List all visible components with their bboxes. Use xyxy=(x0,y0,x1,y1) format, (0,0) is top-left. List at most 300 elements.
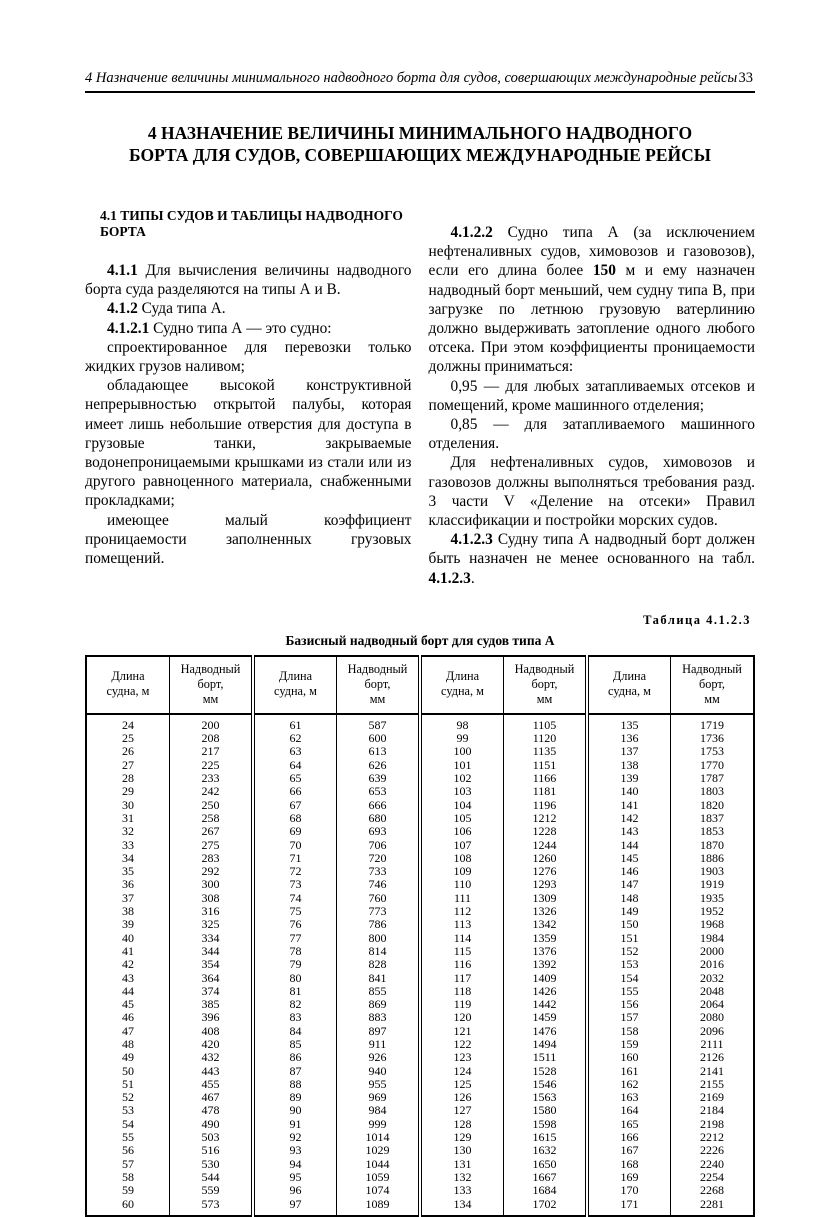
cell-freeboard: 1244 xyxy=(504,839,588,852)
cell-freeboard: 334 xyxy=(170,932,254,945)
cell-freeboard: 258 xyxy=(170,812,254,825)
column-header-freeboard: Надводный борт, мм xyxy=(337,656,421,714)
cell-ship-length: 125 xyxy=(420,1078,504,1091)
paragraph: 4.1.2 Суда типа А. xyxy=(107,300,226,318)
cell-ship-length: 41 xyxy=(122,943,134,958)
cell-ship-length: 137 xyxy=(587,745,671,758)
table-row xyxy=(86,958,754,971)
cell-freeboard: 1326 xyxy=(504,905,588,918)
cell-freeboard: 2240 xyxy=(671,1158,755,1171)
table-row xyxy=(86,1158,754,1171)
table-row xyxy=(86,878,754,891)
table-row xyxy=(86,985,754,998)
cell-ship-length: 27 xyxy=(122,757,134,772)
cell-ship-length: 28 xyxy=(122,771,134,786)
cell-freeboard: 1984 xyxy=(671,932,755,945)
cell-freeboard: 516 xyxy=(170,1144,254,1157)
cell-ship-length: 33 xyxy=(122,837,134,852)
column-header-length: Длина судна, м xyxy=(253,656,337,714)
cell-freeboard: 1546 xyxy=(504,1078,588,1091)
cell-ship-length: 75 xyxy=(253,905,337,918)
table-row xyxy=(86,1065,754,1078)
cell-freeboard: 344 xyxy=(170,945,254,958)
cell-ship-length: 39 xyxy=(122,917,134,932)
cell-ship-length: 63 xyxy=(253,745,337,758)
cell-freeboard: 706 xyxy=(337,839,421,852)
cell-freeboard: 2096 xyxy=(671,1025,755,1038)
cell-freeboard: 587 xyxy=(337,714,421,732)
cell-freeboard: 680 xyxy=(337,812,421,825)
cell-freeboard: 2126 xyxy=(671,1051,755,1064)
table-row xyxy=(86,998,754,1011)
cell-ship-length: 57 xyxy=(122,1156,134,1171)
cell-freeboard: 955 xyxy=(337,1078,421,1091)
cell-freeboard: 1736 xyxy=(671,732,755,745)
table-row xyxy=(86,1078,754,1091)
cell-freeboard: 693 xyxy=(337,825,421,838)
cell-freeboard: 467 xyxy=(170,1091,254,1104)
cell-ship-length: 30 xyxy=(122,797,134,812)
cell-ship-length: 100 xyxy=(420,745,504,758)
cell-freeboard: 1494 xyxy=(504,1038,588,1051)
table-row xyxy=(86,905,754,918)
cell-freeboard: 1409 xyxy=(504,972,588,985)
cell-ship-length: 122 xyxy=(420,1038,504,1051)
cell-ship-length: 136 xyxy=(587,732,671,745)
page-number: 33 xyxy=(738,70,753,86)
cell-freeboard: 999 xyxy=(337,1118,421,1131)
cell-freeboard: 364 xyxy=(170,972,254,985)
cell-ship-length: 159 xyxy=(587,1038,671,1051)
cell-ship-length: 171 xyxy=(587,1198,671,1216)
cell-ship-length: 72 xyxy=(253,865,337,878)
cell-freeboard: 600 xyxy=(337,732,421,745)
cell-ship-length: 59 xyxy=(122,1183,134,1198)
cell-ship-length: 50 xyxy=(122,1063,134,1078)
cell-ship-length: 154 xyxy=(587,972,671,985)
cell-ship-length: 165 xyxy=(587,1118,671,1131)
table-block xyxy=(85,613,755,1217)
cell-ship-length: 131 xyxy=(420,1158,504,1171)
table-row xyxy=(86,1118,754,1131)
cell-freeboard: 443 xyxy=(170,1065,254,1078)
cell-freeboard: 911 xyxy=(337,1038,421,1051)
cell-freeboard: 544 xyxy=(170,1171,254,1184)
cell-ship-length: 68 xyxy=(253,812,337,825)
cell-freeboard: 530 xyxy=(170,1158,254,1171)
cell-ship-length: 170 xyxy=(587,1184,671,1197)
cell-ship-length: 86 xyxy=(253,1051,337,1064)
cell-ship-length: 77 xyxy=(253,932,337,945)
table-row xyxy=(86,759,754,772)
chapter-title-line2: БОРТА ДЛЯ СУДОВ, СОВЕРШАЮЩИХ МЕЖДУНАРОДНЫЕ РЕЙСЫ xyxy=(129,145,711,165)
cell-freeboard: 1029 xyxy=(337,1144,421,1157)
table-row xyxy=(86,1038,754,1051)
cell-freeboard: 325 xyxy=(170,918,254,931)
cell-freeboard: 800 xyxy=(337,932,421,945)
cell-ship-length: 118 xyxy=(420,985,504,998)
cell-freeboard: 267 xyxy=(170,825,254,838)
cell-freeboard: 316 xyxy=(170,905,254,918)
paragraph: 0,85 — для затапливаемого машинного отделения. xyxy=(428,416,755,453)
cell-freeboard: 2032 xyxy=(671,972,755,985)
cell-freeboard: 374 xyxy=(170,985,254,998)
cell-ship-length: 71 xyxy=(253,852,337,865)
cell-freeboard: 2268 xyxy=(671,1184,755,1197)
cell-ship-length: 38 xyxy=(122,904,134,919)
cell-freeboard: 1968 xyxy=(671,918,755,931)
cell-ship-length: 44 xyxy=(122,983,134,998)
cell-ship-length: 40 xyxy=(122,930,134,945)
cell-ship-length: 61 xyxy=(253,714,337,732)
cell-ship-length: 101 xyxy=(420,759,504,772)
cell-ship-length: 124 xyxy=(420,1065,504,1078)
cell-freeboard: 1044 xyxy=(337,1158,421,1171)
table-row xyxy=(86,892,754,905)
cell-ship-length: 79 xyxy=(253,958,337,971)
cell-freeboard: 208 xyxy=(170,732,254,745)
cell-freeboard: 720 xyxy=(337,852,421,865)
cell-ship-length: 112 xyxy=(420,905,504,918)
cell-ship-length: 48 xyxy=(122,1036,134,1051)
cell-freeboard: 420 xyxy=(170,1038,254,1051)
right-column xyxy=(429,206,756,588)
cell-freeboard: 639 xyxy=(337,772,421,785)
cell-freeboard: 2155 xyxy=(671,1078,755,1091)
chapter-title-line1: 4 НАЗНАЧЕНИЕ ВЕЛИЧИНЫ МИНИМАЛЬНОГО НАДВОДНОГО xyxy=(147,123,693,143)
cell-ship-length: 90 xyxy=(253,1104,337,1117)
cell-freeboard: 1837 xyxy=(671,812,755,825)
cell-freeboard: 200 xyxy=(170,714,254,732)
table-row xyxy=(86,1104,754,1117)
cell-freeboard: 1511 xyxy=(504,1051,588,1064)
cell-ship-length: 84 xyxy=(253,1025,337,1038)
cell-ship-length: 42 xyxy=(122,957,134,972)
paragraph: 4.1.2.1 Судно типа А — это судно: xyxy=(107,319,332,337)
cell-ship-length: 69 xyxy=(253,825,337,838)
cell-ship-length: 120 xyxy=(420,1011,504,1024)
cell-ship-length: 102 xyxy=(420,772,504,785)
cell-ship-length: 114 xyxy=(420,932,504,945)
cell-freeboard: 1528 xyxy=(504,1065,588,1078)
table-row xyxy=(86,1171,754,1184)
cell-freeboard: 814 xyxy=(337,945,421,958)
running-header-title: 4 Назначение величины минимального надводного борта для судов, совершающих международные рейсы xyxy=(85,70,738,86)
cell-freeboard: 613 xyxy=(337,745,421,758)
cell-freeboard: 2226 xyxy=(671,1144,755,1157)
table-title: Базисный надводный борт для судов типа А xyxy=(285,632,555,648)
cell-freeboard: 1376 xyxy=(504,945,588,958)
cell-freeboard: 408 xyxy=(170,1025,254,1038)
cell-freeboard: 1260 xyxy=(504,852,588,865)
cell-freeboard: 1476 xyxy=(504,1025,588,1038)
cell-freeboard: 1166 xyxy=(504,772,588,785)
paragraph: 4.1.2.2 Судно типа А (за исключением нефтеналивных судов, химовозов и газовозов), если его длина более 150 м и ему назначен надводный борт меньший, чем судну типа В, при загрузке по летнюю грузовую ватерлинию должно выдерживать затопление одного любого отсека. При этом коэффициенты проницаемости должны приниматься: xyxy=(428,224,755,376)
cell-freeboard: 1719 xyxy=(671,714,755,732)
cell-freeboard: 1228 xyxy=(504,825,588,838)
paragraph: 4.1.2.3 Судну типа А надводный борт должен быть назначен не менее основанного на табл. 4.1.2.3. xyxy=(428,531,755,587)
cell-ship-length: 147 xyxy=(587,878,671,891)
cell-ship-length: 52 xyxy=(122,1090,134,1105)
cell-ship-length: 91 xyxy=(253,1118,337,1131)
cell-ship-length: 98 xyxy=(420,714,504,732)
cell-freeboard: 225 xyxy=(170,759,254,772)
freeboard-table xyxy=(85,655,755,1217)
cell-freeboard: 733 xyxy=(337,865,421,878)
cell-freeboard: 217 xyxy=(170,745,254,758)
cell-ship-length: 129 xyxy=(420,1131,504,1144)
cell-ship-length: 94 xyxy=(253,1158,337,1171)
cell-freeboard: 926 xyxy=(337,1051,421,1064)
cell-ship-length: 81 xyxy=(253,985,337,998)
cell-ship-length: 89 xyxy=(253,1091,337,1104)
cell-ship-length: 119 xyxy=(420,998,504,1011)
cell-freeboard: 250 xyxy=(170,799,254,812)
cell-freeboard: 984 xyxy=(337,1104,421,1117)
cell-ship-length: 53 xyxy=(122,1103,134,1118)
table-row xyxy=(86,1025,754,1038)
cell-ship-length: 83 xyxy=(253,1011,337,1024)
cell-freeboard: 2212 xyxy=(671,1131,755,1144)
paragraph: Для нефтеналивных судов, химовозов и газовозов должны выполняться требования разд. 3 части V «Деление на отсеки» Правил классификации и постройки морских судов. xyxy=(428,454,755,530)
cell-ship-length: 144 xyxy=(587,839,671,852)
cell-ship-length: 161 xyxy=(587,1065,671,1078)
cell-ship-length: 104 xyxy=(420,799,504,812)
cell-ship-length: 167 xyxy=(587,1144,671,1157)
cell-ship-length: 64 xyxy=(253,759,337,772)
column-header-freeboard: Надводный борт, мм xyxy=(671,656,755,714)
cell-ship-length: 146 xyxy=(587,865,671,878)
cell-freeboard: 2064 xyxy=(671,998,755,1011)
cell-ship-length: 116 xyxy=(420,958,504,971)
cell-ship-length: 121 xyxy=(420,1025,504,1038)
cell-ship-length: 123 xyxy=(420,1051,504,1064)
table-row xyxy=(86,1131,754,1144)
cell-ship-length: 73 xyxy=(253,878,337,891)
table-row xyxy=(86,918,754,931)
cell-ship-length: 60 xyxy=(122,1196,134,1211)
cell-freeboard: 292 xyxy=(170,865,254,878)
cell-freeboard: 432 xyxy=(170,1051,254,1064)
table-row xyxy=(86,1091,754,1104)
table-row xyxy=(86,825,754,838)
cell-ship-length: 145 xyxy=(587,852,671,865)
cell-freeboard: 1014 xyxy=(337,1131,421,1144)
cell-ship-length: 74 xyxy=(253,892,337,905)
cell-freeboard: 354 xyxy=(170,958,254,971)
cell-ship-length: 133 xyxy=(420,1184,504,1197)
cell-freeboard: 1919 xyxy=(671,878,755,891)
cell-freeboard: 883 xyxy=(337,1011,421,1024)
cell-ship-length: 139 xyxy=(587,772,671,785)
cell-freeboard: 1853 xyxy=(671,825,755,838)
cell-ship-length: 56 xyxy=(122,1143,134,1158)
table-row xyxy=(86,852,754,865)
cell-freeboard: 1151 xyxy=(504,759,588,772)
table-row xyxy=(86,839,754,852)
cell-ship-length: 149 xyxy=(587,905,671,918)
cell-ship-length: 158 xyxy=(587,1025,671,1038)
cell-ship-length: 58 xyxy=(122,1169,134,1184)
cell-ship-length: 168 xyxy=(587,1158,671,1171)
cell-freeboard: 1059 xyxy=(337,1171,421,1184)
cell-freeboard: 242 xyxy=(170,785,254,798)
cell-freeboard: 1598 xyxy=(504,1118,588,1131)
cell-freeboard: 573 xyxy=(170,1198,254,1216)
cell-freeboard: 1563 xyxy=(504,1091,588,1104)
column-header-length: Длина судна, м xyxy=(420,656,504,714)
cell-freeboard: 1650 xyxy=(504,1158,588,1171)
cell-freeboard: 897 xyxy=(337,1025,421,1038)
table-row xyxy=(86,972,754,985)
cell-freeboard: 1870 xyxy=(671,839,755,852)
cell-freeboard: 385 xyxy=(170,998,254,1011)
cell-ship-length: 37 xyxy=(122,890,134,905)
cell-freeboard: 2254 xyxy=(671,1171,755,1184)
cell-ship-length: 153 xyxy=(587,958,671,971)
cell-freeboard: 396 xyxy=(170,1011,254,1024)
cell-freeboard: 1820 xyxy=(671,799,755,812)
table-row xyxy=(86,714,754,732)
cell-ship-length: 134 xyxy=(420,1198,504,1216)
cell-ship-length: 78 xyxy=(253,945,337,958)
cell-freeboard: 2169 xyxy=(671,1091,755,1104)
cell-ship-length: 127 xyxy=(420,1104,504,1117)
cell-freeboard: 1770 xyxy=(671,759,755,772)
cell-ship-length: 67 xyxy=(253,799,337,812)
cell-ship-length: 117 xyxy=(420,972,504,985)
cell-ship-length: 108 xyxy=(420,852,504,865)
cell-freeboard: 1684 xyxy=(504,1184,588,1197)
cell-ship-length: 99 xyxy=(420,732,504,745)
cell-ship-length: 162 xyxy=(587,1078,671,1091)
section-heading: 4.1 ТИПЫ СУДОВ И ТАБЛИЦЫ НАДВОДНОГО БОРТА xyxy=(100,208,403,239)
cell-ship-length: 152 xyxy=(587,945,671,958)
cell-ship-length: 163 xyxy=(587,1091,671,1104)
cell-freeboard: 1632 xyxy=(504,1144,588,1157)
column-header-freeboard: Надводный борт, мм xyxy=(170,656,254,714)
cell-freeboard: 300 xyxy=(170,878,254,891)
table-row xyxy=(86,945,754,958)
cell-freeboard: 746 xyxy=(337,878,421,891)
cell-freeboard: 478 xyxy=(170,1104,254,1117)
cell-freeboard: 1342 xyxy=(504,918,588,931)
cell-ship-length: 34 xyxy=(122,850,134,865)
cell-freeboard: 455 xyxy=(170,1078,254,1091)
cell-ship-length: 132 xyxy=(420,1171,504,1184)
cell-ship-length: 45 xyxy=(122,997,134,1012)
column-header-length: Длина судна, м xyxy=(587,656,671,714)
cell-freeboard: 760 xyxy=(337,892,421,905)
cell-freeboard: 1309 xyxy=(504,892,588,905)
cell-ship-length: 25 xyxy=(122,731,134,746)
cell-ship-length: 47 xyxy=(122,1023,134,1038)
cell-freeboard: 2111 xyxy=(671,1038,755,1051)
cell-freeboard: 1580 xyxy=(504,1104,588,1117)
cell-freeboard: 490 xyxy=(170,1118,254,1131)
cell-freeboard: 275 xyxy=(170,839,254,852)
cell-ship-length: 65 xyxy=(253,772,337,785)
cell-ship-length: 109 xyxy=(420,865,504,878)
cell-freeboard: 1293 xyxy=(504,878,588,891)
cell-freeboard: 308 xyxy=(170,892,254,905)
cell-ship-length: 87 xyxy=(253,1065,337,1078)
cell-ship-length: 130 xyxy=(420,1144,504,1157)
cell-ship-length: 105 xyxy=(420,812,504,825)
cell-ship-length: 150 xyxy=(587,918,671,931)
cell-ship-length: 66 xyxy=(253,785,337,798)
cell-freeboard: 855 xyxy=(337,985,421,998)
cell-ship-length: 103 xyxy=(420,785,504,798)
cell-ship-length: 62 xyxy=(253,732,337,745)
cell-freeboard: 940 xyxy=(337,1065,421,1078)
cell-freeboard: 1442 xyxy=(504,998,588,1011)
cell-freeboard: 969 xyxy=(337,1091,421,1104)
cell-freeboard: 1120 xyxy=(504,732,588,745)
left-column-paragraphs xyxy=(85,261,412,568)
cell-freeboard: 1952 xyxy=(671,905,755,918)
cell-ship-length: 36 xyxy=(122,877,134,892)
left-column xyxy=(85,206,412,588)
table-row xyxy=(86,785,754,798)
cell-freeboard: 1392 xyxy=(504,958,588,971)
cell-freeboard: 1702 xyxy=(504,1198,588,1216)
cell-ship-length: 164 xyxy=(587,1104,671,1117)
cell-ship-length: 54 xyxy=(122,1116,134,1131)
table-row xyxy=(86,1011,754,1024)
cell-ship-length: 82 xyxy=(253,998,337,1011)
cell-freeboard: 1667 xyxy=(504,1171,588,1184)
cell-freeboard: 1089 xyxy=(337,1198,421,1216)
running-header xyxy=(85,70,755,93)
cell-freeboard: 1276 xyxy=(504,865,588,878)
cell-freeboard: 828 xyxy=(337,958,421,971)
column-header-length: Длина судна, м xyxy=(86,656,170,714)
paragraph: имеющее малый коэффициент проницаемости заполненных грузовых помещений. xyxy=(85,511,412,568)
cell-ship-length: 29 xyxy=(122,784,134,799)
table-row xyxy=(86,1198,754,1216)
cell-ship-length: 115 xyxy=(420,945,504,958)
cell-freeboard: 1615 xyxy=(504,1131,588,1144)
cell-ship-length: 106 xyxy=(420,825,504,838)
cell-freeboard: 666 xyxy=(337,799,421,812)
cell-ship-length: 85 xyxy=(253,1038,337,1051)
cell-freeboard: 2080 xyxy=(671,1011,755,1024)
cell-ship-length: 24 xyxy=(122,717,134,732)
cell-freeboard: 233 xyxy=(170,772,254,785)
cell-ship-length: 43 xyxy=(122,970,134,985)
cell-freeboard: 559 xyxy=(170,1184,254,1197)
cell-freeboard: 1753 xyxy=(671,745,755,758)
cell-ship-length: 113 xyxy=(420,918,504,931)
cell-freeboard: 2141 xyxy=(671,1065,755,1078)
cell-freeboard: 2000 xyxy=(671,945,755,958)
cell-freeboard: 2281 xyxy=(671,1198,755,1216)
cell-freeboard: 786 xyxy=(337,918,421,931)
cell-ship-length: 35 xyxy=(122,864,134,879)
cell-ship-length: 46 xyxy=(122,1010,134,1025)
table-row xyxy=(86,1184,754,1197)
table-row xyxy=(86,732,754,745)
cell-freeboard: 773 xyxy=(337,905,421,918)
cell-ship-length: 80 xyxy=(253,972,337,985)
paragraph: спроектированное для перевозки только жидких грузов наливом; xyxy=(85,338,412,376)
cell-ship-length: 31 xyxy=(122,810,134,825)
cell-ship-length: 111 xyxy=(420,892,504,905)
cell-ship-length: 51 xyxy=(122,1076,134,1091)
cell-freeboard: 2184 xyxy=(671,1104,755,1117)
cell-freeboard: 1135 xyxy=(504,745,588,758)
